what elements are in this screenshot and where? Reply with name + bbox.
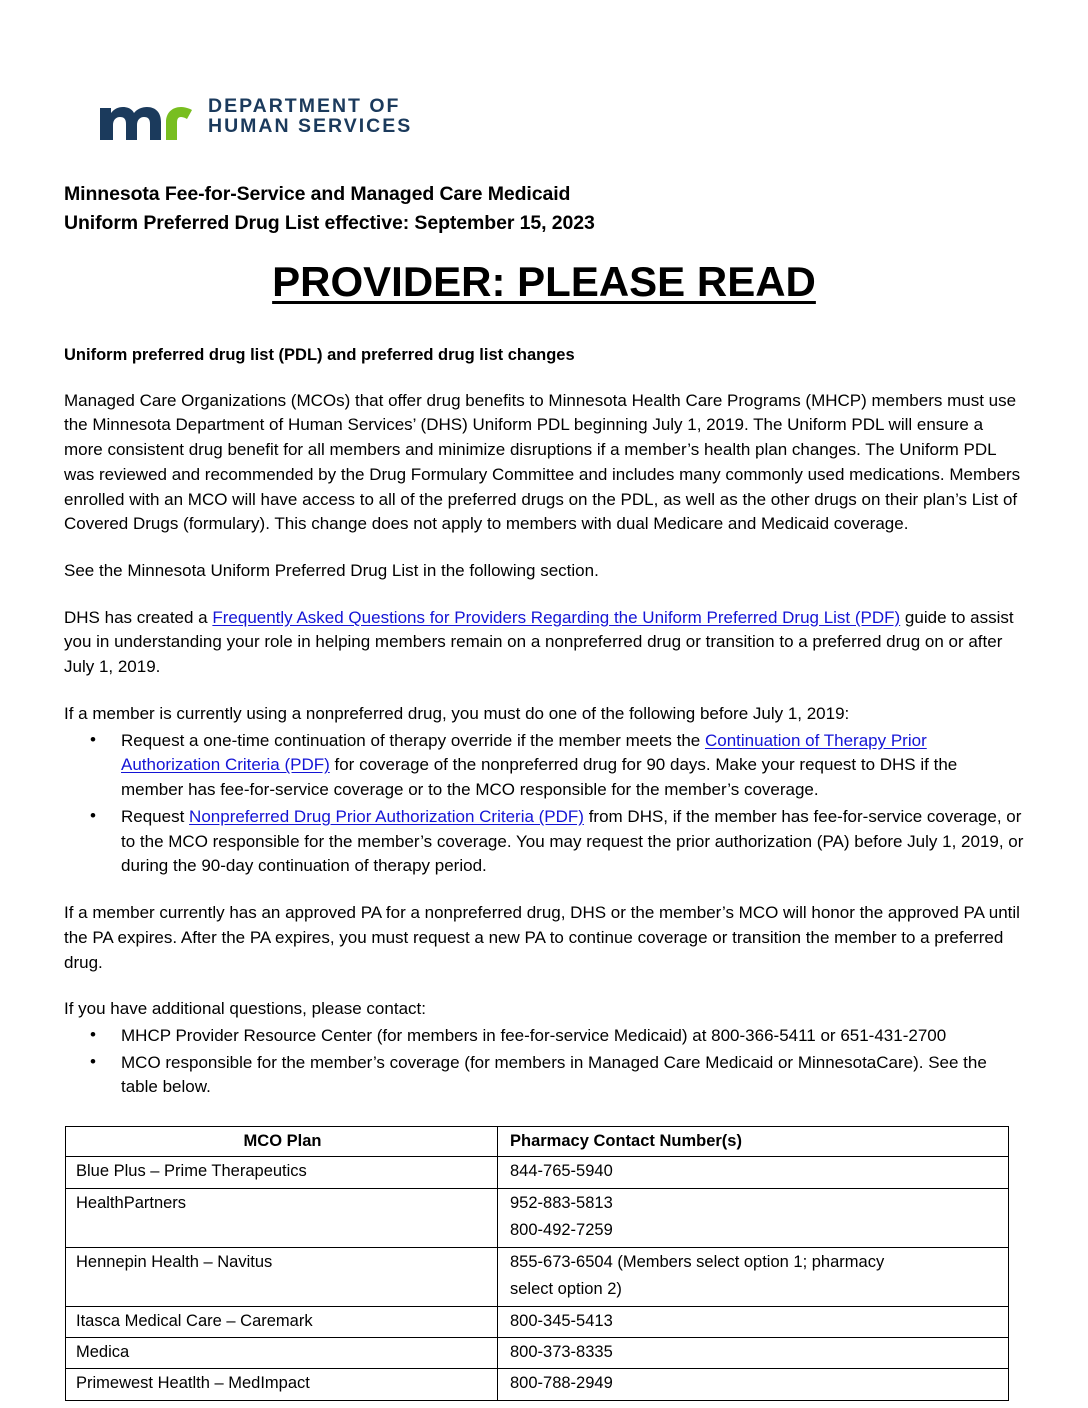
list-item (64, 805, 1024, 879)
dhs-logo (98, 92, 412, 142)
title-line-2: Uniform Preferred Drug List effective: September 15, 2023 (64, 211, 595, 234)
document-body (64, 180, 1024, 1100)
request-options-list (64, 729, 1024, 879)
cell-plan-name: Primewest Heatlth – MedImpact (66, 1369, 498, 1400)
table-row (66, 1369, 1009, 1400)
column-header-mco-plan: MCO Plan (66, 1127, 498, 1157)
logo-wordmark (208, 97, 412, 137)
logo-line-2: HUMAN SERVICES (208, 115, 413, 137)
table-header (66, 1127, 1009, 1157)
cell-plan-name: Blue Plus – Prime Therapeutics (66, 1157, 498, 1188)
banner-text: PROVIDER: PLEASE READ (272, 258, 816, 306)
phone-number: 800-345-5413 (510, 1311, 613, 1330)
bullet-2-after: from DHS, if the member has fee-for-service coverage, or to the MCO responsible for the member’s coverage. You may request the prior authorization (PA) before July 1, 2019, or during the 90-day continuation of therapy period. (121, 806, 1024, 876)
cell-plan-name: Medica (66, 1337, 498, 1368)
phone-number: 844-765-5940 (510, 1162, 613, 1181)
cell-phone-numbers (498, 1157, 1009, 1188)
paragraph-contact-intro: If you have additional questions, please contact: (64, 999, 426, 1019)
phone-number: 855-673-6504 (Members select option 1; pharmacy (510, 1252, 885, 1271)
mn-logo-icon (98, 92, 194, 142)
cell-phone-numbers (498, 1188, 1009, 1247)
table-body (66, 1157, 1009, 1400)
contact-list (64, 1024, 1024, 1100)
paragraph-see-pdl: See the Minnesota Uniform Preferred Drug List in the following section. (64, 561, 599, 580)
phone-number: 800-492-7259 (510, 1221, 613, 1240)
logo-line-1: DEPARTMENT OF (208, 95, 401, 118)
mco-contact-table (65, 1126, 1009, 1401)
phone-number: 952-883-5813 (510, 1193, 613, 1212)
page-title (64, 180, 1024, 237)
phone-number: 800-373-8335 (510, 1342, 613, 1361)
bullet-1-before: Request a one-time continuation of therapy override if the member meets the (121, 730, 705, 750)
paragraph-faq (64, 606, 1024, 680)
bullet-2-before: Request (121, 806, 190, 826)
paragraph-overview: Managed Care Organizations (MCOs) that offer drug benefits to Minnesota Health Care Programs (MHCP) members must use the Minnesota Department of Human Services’ (DHS) Uniform PDL beginning July 1, 2019. The Uniform PDL will ensure a more consistent drug benefit for all members and minimize disruptions if a member’s health plan changes. The Uniform PDL was reviewed and recommended by the Drug Formulary Committee and includes many commonly used medications. Members enrolled with an MCO will have access to all of the preferred drugs on the PDL, as well as the other drugs on their plan’s List of Covered Drugs (formulary). This change does not apply to members with dual Medicare and Medicaid coverage. (64, 390, 1021, 534)
cell-phone-numbers (498, 1337, 1009, 1368)
continuation-of-therapy-pdf-link[interactable]: Continuation of Therapy Prior Authorization Criteria (PDF) (121, 730, 927, 775)
bullet-1-after: for coverage of the nonpreferred drug for 90 days. Make your request to DHS if the member has fee-for-service coverage or to the MCO responsible for the member’s coverage. (121, 755, 958, 800)
table-row (66, 1306, 1009, 1337)
nonpreferred-drug-pa-pdf-link[interactable]: Nonpreferred Drug Prior Authorization Criteria (PDF) (189, 806, 584, 826)
list-item: • MHCP Provider Resource Center (for members in fee-for-service Medicaid) at 800-366-5411 or 651-431-2700 (64, 1024, 1024, 1049)
table-header-row (66, 1127, 1009, 1157)
list-item: • MCO responsible for the member’s coverage (for members in Managed Care Medicaid or MinnesotaCare). See the table below. (64, 1051, 1024, 1100)
faq-text-before: DHS has created a (64, 607, 213, 627)
paragraph-approved-pa: If a member currently has an approved PA for a nonpreferred drug, DHS or the member’s MCO will honor the approved PA until the PA expires. After the PA expires, you must request a new PA to continue coverage or transition the member to a preferred drug. (64, 903, 1020, 972)
phone-number: 800-788-2949 (510, 1374, 613, 1393)
cell-phone-numbers (498, 1247, 1009, 1306)
title-line-1: Minnesota Fee-for-Service and Managed Care Medicaid (64, 183, 571, 205)
section-heading: Uniform preferred drug list (PDL) and preferred drug list changes (64, 345, 575, 364)
table-row (66, 1247, 1009, 1306)
paragraph-nonpreferred-intro: If a member is currently using a nonpreferred drug, you must do one of the following before July 1, 2019: (64, 703, 850, 723)
banner-heading (64, 259, 1024, 305)
table-row (66, 1188, 1009, 1247)
cell-phone-numbers (498, 1306, 1009, 1337)
table-row (66, 1157, 1009, 1188)
cell-phone-numbers (498, 1369, 1009, 1400)
list-item (64, 729, 1024, 803)
cell-plan-name: Itasca Medical Care – Caremark (66, 1306, 498, 1337)
cell-plan-name: HealthPartners (66, 1188, 498, 1247)
table-row (66, 1337, 1009, 1368)
faq-pdf-link[interactable]: Frequently Asked Questions for Providers Regarding the Uniform Preferred Drug List (PDF) (212, 607, 901, 627)
phone-note: select option 2) (510, 1280, 622, 1299)
column-header-pharmacy-contact: Pharmacy Contact Number(s) (498, 1127, 1009, 1157)
cell-plan-name: Hennepin Health – Navitus (66, 1247, 498, 1306)
faq-text-after: guide to assist you in understanding your role in helping members remain on a nonpreferred drug or transition to a preferred drug on or after July 1, 2019. (64, 607, 1014, 677)
